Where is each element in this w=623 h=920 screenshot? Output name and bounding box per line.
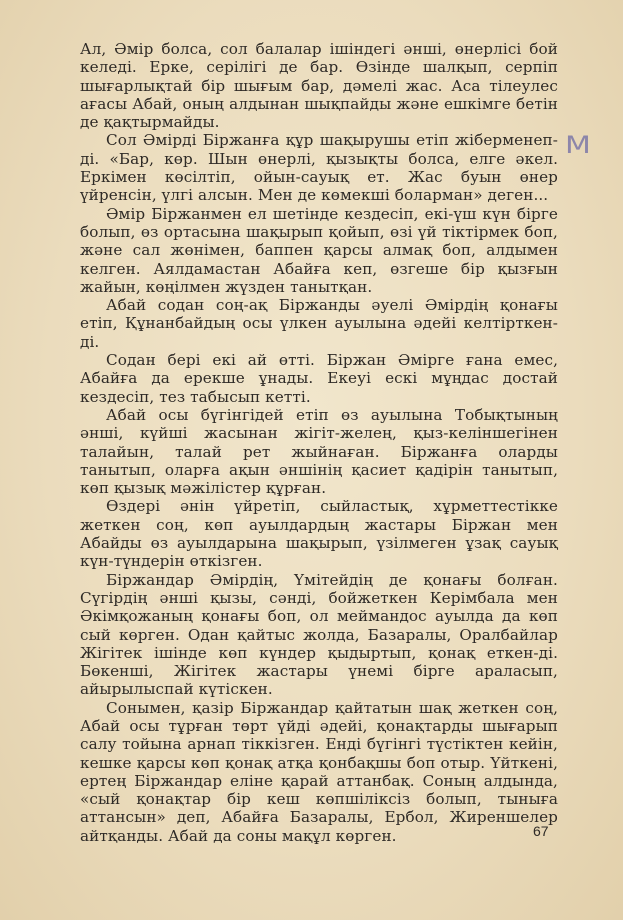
body-text (80, 40, 558, 845)
paragraph-3: Әмір Біржанмен ел шетінде кездесіп, екі-үш күн бірге болып, өз ортасына шақырып қойып, өзі үй тіктірмек боп, және сал жөнімен, баппен қарсы алмақ боп, алдымен келген. Аялдамастан Абайға кеп, өзгеше бір қызғын жайын, көңілмен жүзден танытқан. (80, 204, 558, 296)
paragraph-1: Ал, Әмір болса, сол балалар ішіндегі әнші, өнерлісі бой келеді. Ерке, серілігі де бар. Өзінде шалқып, серпіп шығарлықтай бір шығым бар, дәмелі жас. Аса тілеулес ағасы Абай, оның алдынан шықпайды және ешкімге бетін де қақтырмайды. (80, 40, 558, 132)
paragraph-8: Біржандар Әмірдің, Үмітейдің де қонағы болған. Сүгірдің әнші қызы, сәнді, бойжеткен Керімбала мен Әкімқожаның қонағы боп, ол меймандос ауылда да көп сый көрген. Одан қайтыс жолда, Базаралы, Оралбайлар Жігітек ішінде көп күндер қыдыртып, қонақ еткен-ді. Бөкенші, Жігітек жастары үнемі бірге араласып, айырылыспай күтіскен. (80, 570, 558, 699)
paragraph-9: Сонымен, қазір Біржандар қайтатын шақ жеткен соң, Абай осы тұрған төрт үйді әдейі, қонақтарды шығарып салу тойына арнап тіккізген. Енді бүгінгі түстіктен кейін, кешке қарсы көп қонақ атқа қонбақшы боп отыр. Үйткені, ертең Біржандар еліне қарай аттанбақ. Соның алдында, «сый қонақтар бір кеш көпшіліксіз болып, тыныға аттансын» деп, Абайға Базаралы, Ербол, Жиреншелер айтқанды. Абай да соны мақұл көрген. (80, 698, 558, 845)
paragraph-7: Өздері әнін үйретіп, сыйластық, хұрметтестікке жеткен соң, көп ауылдардың жастары Біржан мен Абайды өз ауылдарына шақырып, үзілмеген ұзақ сауық күн-түндерін өткізген. (80, 497, 558, 571)
paragraph-6: Абай осы бүгінгідей етіп өз ауылына Тобықтының әнші, күйші жасынан жігіт-желең, қыз-келіншегінен талайын, талай рет жыйнаған. Біржанға оларды танытып, оларға ақын әншінің қасиет қадірін танытып, көп қызық мәжілістер құрған. (80, 405, 558, 498)
page-number: 67 (533, 823, 549, 839)
paragraph-4: Абай содан соң-ақ Біржанды әуелі Әмірдің қонағы етіп, Құнанбайдың осы үлкен ауылына әдейі келтірткен-ді. (80, 296, 558, 351)
paragraph-2: Сол Әмірді Біржанға құр шақырушы етіп жіберменеп-ді. «Бар, көр. Шын өнерлі, қызықты болса, елге әкел. Еркімен көсілтіп, ойын-сауық ет. Жас буын өнер үйренсін, үлгі алсын. Мен де көмекші боларман» деген... (80, 131, 558, 205)
margin-annotation-mark: M (565, 131, 591, 160)
paragraph-5: Содан бері екі ай өтті. Біржан Әмірге ғана емес, Абайға да ерекше ұнады. Екеуі ескі мұңдас достай кездесіп, тез табысып кетті. (80, 351, 558, 406)
